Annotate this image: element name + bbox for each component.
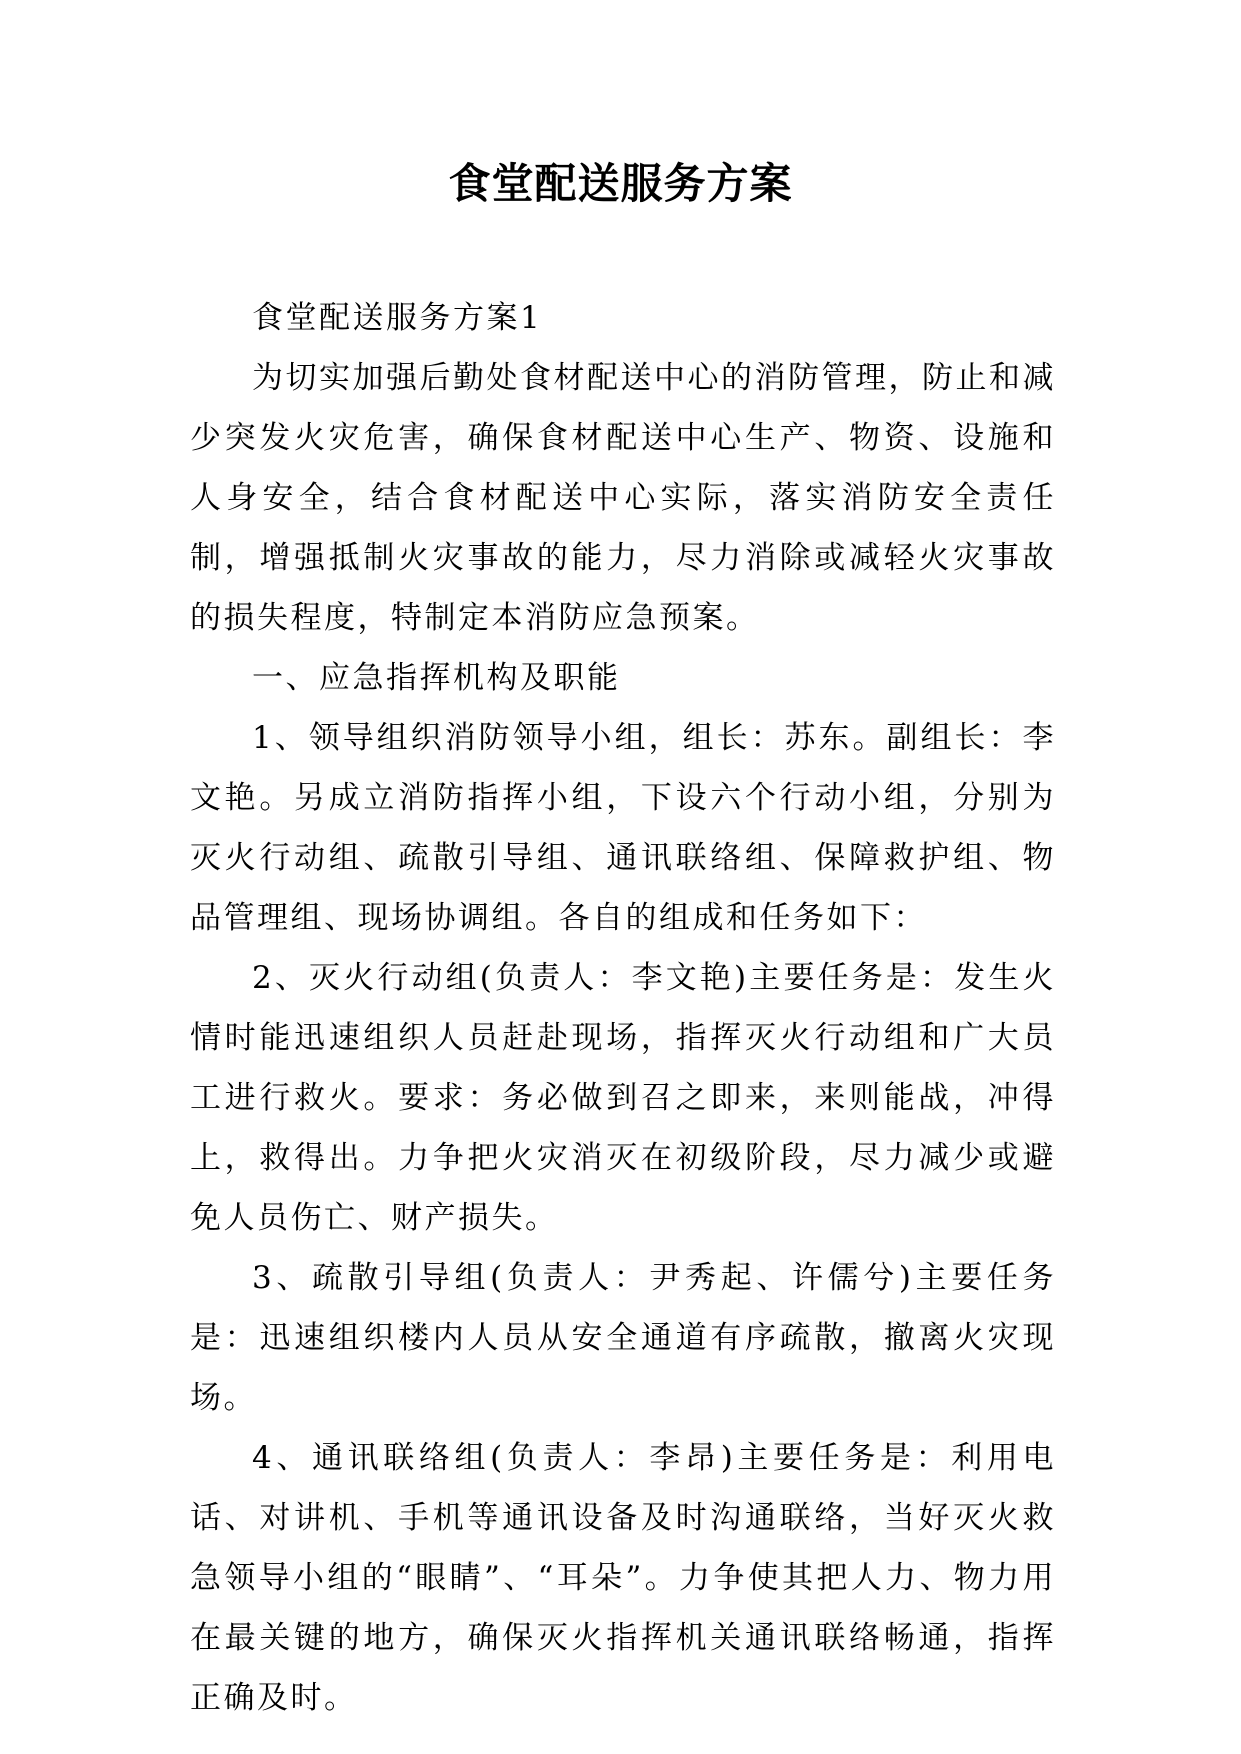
paragraph-item-3: 3、疏散引导组(负责人：尹秀起、许儒兮)主要任务是：迅速组织楼内人员从安全通道有序疏散，撤离火灾现场。 — [190, 1260, 1056, 1416]
paragraph-intro: 为切实加强后勤处食材配送中心的消防管理，防止和减少突发火灾危害，确保食材配送中心生产、物资、设施和人身安全，结合食材配送中心实际，落实消防安全责任制，增强抵制火灾事故的能力，尽力消除或减轻火灾事故的损失程度，特制定本消防应急预案。 — [190, 360, 1056, 636]
paragraph-subtitle: 食堂配送服务方案1 — [252, 300, 543, 336]
paragraph-item-1: 1、领导组织消防领导小组，组长：苏东。副组长：李文艳。另成立消防指挥小组，下设六个行动小组，分别为灭火行动组、疏散引导组、通讯联络组、保障救护组、物品管理组、现场协调组。各自的组成和任务如下： — [190, 720, 1056, 936]
paragraph-item-2: 2、灭火行动组(负责人：李文艳)主要任务是：发生火情时能迅速组织人员赶赴现场，指挥灭火行动组和广大员工进行救火。要求：务必做到召之即来，来则能战，冲得上，救得出。力争把火灾消灭在初级阶段，尽力减少或避免人员伤亡、财产损失。 — [190, 960, 1056, 1236]
document-body — [190, 288, 1056, 1728]
document-title: 食堂配送服务方案 — [448, 159, 793, 208]
section-heading: 一、应急指挥机构及职能 — [252, 660, 621, 696]
paragraph-item-4: 4、通讯联络组(负责人：李昂)主要任务是：利用电话、对讲机、手机等通讯设备及时沟通联络，当好灭火救急领导小组的“眼睛”、“耳朵”。力争使其把人力、物力用在最关键的地方，确保灭火指挥机关通讯联络畅通，指挥正确及时。 — [190, 1440, 1056, 1716]
